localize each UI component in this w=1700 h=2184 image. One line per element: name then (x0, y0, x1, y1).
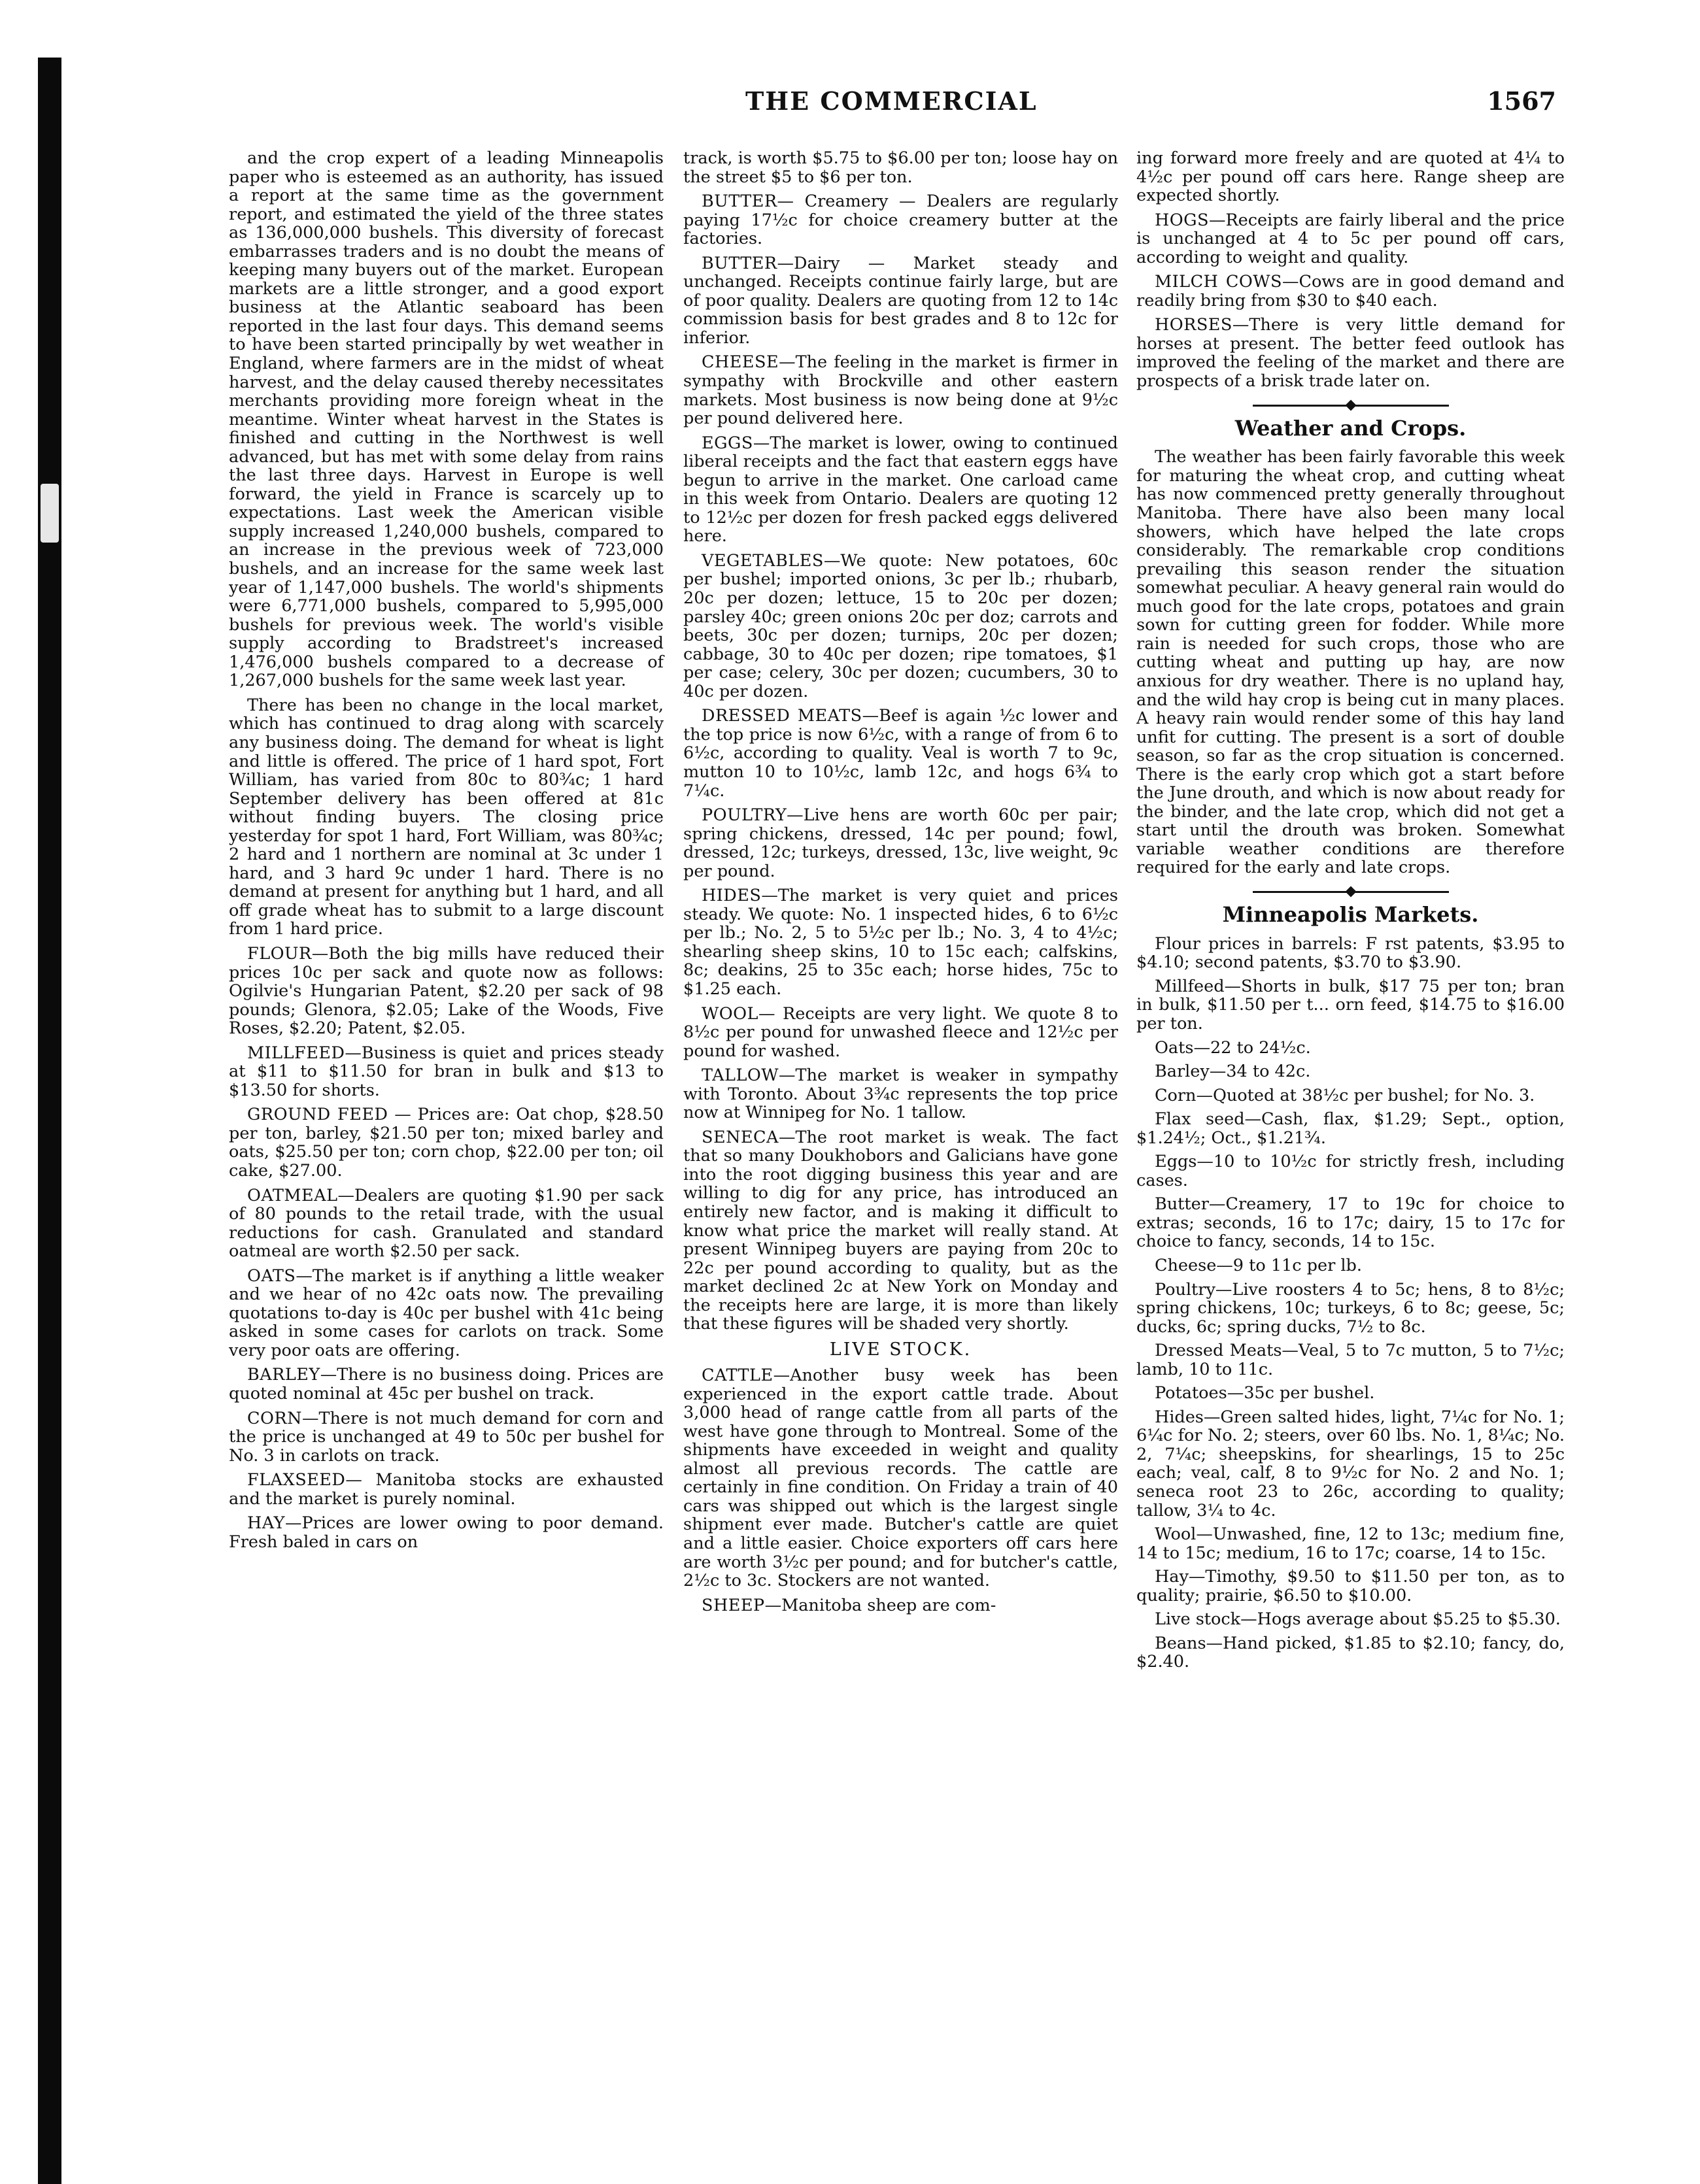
paragraph-text: —Business is quiet and prices steady at $11 to $11.50 for bran in bulk and $13 to $13.50 for shorts. (229, 1043, 664, 1100)
paragraph-text: —The feeling in the market is firmer in sympathy with Brockville and other eastern markets. Most business is now being done at 9½c per pound delivered here. (683, 352, 1118, 429)
paragraph-text: There has been no change in the local market, which has continued to drag along with scarcely any business doing. The demand for wheat is light and little is offered. The price of 1 hard spot, Fort William, has varied from 80c to 80¾c; 1 hard September delivery has been offered at 81c without finding buyers. The closing price yesterday for spot 1 hard, Fort William, was 80¾c; 2 hard and 1 northern are nominal at 3c under 1 hard, and 3 hard 9c under 1 hard. There is no demand at present for anything but 1 hard, and all off grade wheat has to submit to a large discount from 1 hard price. (229, 695, 664, 939)
paragraph-text: —There is not much demand for corn and the price is unchanged at 49 to 50c per bushel for No. 3 in carlots on track. (229, 1408, 664, 1466)
paragraph-lead: TALLOW (702, 1066, 779, 1086)
paragraph-lead: SENECA (702, 1127, 779, 1147)
article-paragraph (1136, 273, 1565, 310)
paragraph-lead: GROUND FEED (247, 1105, 388, 1125)
livestock-reports (683, 1366, 1118, 1615)
masthead (222, 86, 1582, 126)
market-quote: Millfeed—Shorts in bulk, $17 75 per ton; bran in bulk, $11.50 per t... orn feed, $14.75 to $16.00 per ton. (1136, 976, 1565, 1033)
weather-paragraph: The weather has been fairly favorable this week for maturing the wheat crop, and cutting wheat has now commenced pretty generally throughout Manitoba. There have also been many local showers, which have helped the late crops considerably. The remarkable crop conditions prevailing this season render the situation somewhat peculiar. A heavy general rain would do much good for the late crops, potatoes and grain sown for cutting green for fodder. While more rain is needed for such crops, those who are cutting wheat and putting up hay, are now anxious for dry weather. There is no upland hay, and the wild hay crop is being cut in many places. A heavy rain would render some of this hay land unfit for cutting. The present is a sort of double season, so far as the crop situation is concerned. There is the early crop which got a start before the June drouth, and which is now about ready for the binder, and the late crop, which did not get a start until the drouth was broken. Somewhat variable weather conditions are therefore required for the early and late crops. (1136, 447, 1565, 878)
article-paragraph (683, 1128, 1118, 1334)
paragraph-text: —Another busy week has been experienced in the export cattle trade. About 3,000 head of range cattle from all parts of the west have gone through to Montreal. Some of the shipments have exceeded in weight and quality almost all previous records. The cattle are certainly in fine condition. On Friday a train of 40 cars was shipped out which is the largest single shipment ever made. Butcher's cattle are quiet and a little easier. Choice exporters off cars here are worth 3½c per pound; and for butcher's cattle, 2½c to 3c. Stockers are not wanted. (683, 1366, 1118, 1591)
paragraph-text: — Receipts are very light. We quote 8 to 8½c per pound for unwashed fleece and 12½c per pound for washed. (683, 1003, 1118, 1061)
paragraph-lead: OATMEAL (247, 1185, 338, 1205)
paragraph-lead: HOGS (1155, 210, 1209, 230)
article-paragraph (683, 1005, 1118, 1061)
paragraph-lead: HORSES (1155, 315, 1232, 335)
livestock-continued (1136, 149, 1565, 391)
article-paragraph (683, 1066, 1118, 1122)
paragraph-text: — Prices are: Oat chop, $28.50 per ton, barley, $21.50 per ton; mixed barley and oats, $25.50 per ton; corn chop, $22.00 per ton; oil cake, $27.00. (229, 1105, 664, 1181)
publication-title: THE COMMERCIAL (745, 86, 1038, 116)
paragraph-lead: CATTLE (702, 1366, 774, 1386)
section-divider (1253, 400, 1449, 411)
market-quote: Cheese—9 to 11c per lb. (1155, 1256, 1362, 1275)
market-quote: Oats—22 to 24½c. (1155, 1037, 1311, 1058)
paragraph-text: and the crop expert of a leading Minneapolis paper who is esteemed as an authority, has issued a report at the same time as the government report, and estimated the yield of the three states as 136,000,000 bushels. This diversity of forecast embarrasses traders and is no doubt the means of keeping many buyers out of the market. European markets are a little stronger, and a good export business at the Atlantic seaboard has been reported in the last four days. This demand seems to have been started principally by wet weather in England, where farmers are in the midst of wheat harvest, and the delay caused thereby necessitates merchants providing more foreign wheat in the meantime. Winter wheat harvest in the States is finished and cutting in the Northwest is well advanced, but has met with some delay from rains the last three days. Harvest in Europe is well forward, the yield in France is scarcely up to expectations. Last week the American visible supply increased 1,240,000 bushels, compared to an increase in the previous week of 723,000 bushels, and an increase for the same week last year of 1,147,000 bushels. The world's shipments were 6,771,000 bushels, compared to 5,995,000 bushels for previous week. The world's visible supply according to Bradstreet's increased 1,476,000 bushels compared to a decrease of 1,267,000 bushels for the same week last year. (229, 148, 664, 691)
market-quote: Eggs—10 to 10½c for strictly fresh, including cases. (1136, 1152, 1565, 1190)
market-quote: Hay—Timothy, $9.50 to $11.50 per ton, as to quality; prairie, $6.50 to $10.00. (1136, 1567, 1565, 1605)
market-reports (683, 149, 1118, 1334)
article-paragraph (229, 696, 664, 939)
market-quote: Potatoes—35c per bushel. (1155, 1383, 1375, 1403)
paragraph-text: —Both the big mills have reduced their prices 10c per sack and quote now as follows: Ogilvie's Hungarian Patent, $2.20 per sack of 98 pounds; Glenora, $2.05; Lake of the Woods, Five Roses, $2.20; Patent, $2.05. (229, 943, 664, 1039)
paragraph-text: track, is worth $5.75 to $6.00 per ton; loose hay on the street $5 to $6 per ton. (683, 148, 1118, 187)
market-quote: Poultry—Live roosters 4 to 5c; hens, 8 to 8½c; spring chickens, 10c; turkeys, 6 to 8c; geese, 5c; ducks, 6c; spring ducks, 7½ to 8c. (1136, 1279, 1565, 1337)
article-paragraph (229, 1186, 664, 1261)
paragraph-lead: MILLFEED (247, 1043, 345, 1063)
article-paragraph (229, 1267, 664, 1360)
market-quote: Live stock—Hogs average about $5.25 to $5.30. (1155, 1609, 1561, 1630)
paragraph-lead: DRESSED MEATS (702, 706, 862, 726)
article-paragraph (683, 192, 1118, 248)
paragraph-text: —Beef is again ½c lower and the top price is now 6½c, with a range of from 6 to 6½c, according to quality. Veal is worth 7 to 9c, mutton 10 to 10½c, lamb 12c, and hogs 6¾ to 7¼c. (683, 706, 1119, 801)
article-paragraph (1136, 149, 1565, 205)
livestock-heading: LIVE STOCK. (829, 1339, 972, 1360)
paragraph-lead: OATS (247, 1266, 296, 1286)
paragraph-lead: BUTTER (702, 192, 777, 212)
paragraph-lead: FLAXSEED (247, 1470, 346, 1490)
minneapolis-list (1136, 935, 1565, 1672)
paragraph-lead: CORN (247, 1408, 302, 1428)
article-paragraph (229, 1514, 664, 1551)
article-paragraph (683, 149, 1118, 186)
paragraph-text: — Manitoba stocks are exhausted and the market is purely nominal. (229, 1470, 664, 1509)
paragraph-text: —Manitoba sheep are com- (764, 1595, 996, 1615)
article-paragraph (683, 254, 1118, 348)
paragraph-text: —The market is weaker in sympathy with Toronto. About 3¾c represents the top price now at Winnipeg for No. 1 tallow. (683, 1066, 1118, 1123)
paragraph-text: —The market is very quiet and prices steady. We quote: No. 1 inspected hides, 6 to 6½c per lb.; No. 2, 5 to 5½c per lb.; No. 3, 4 to 4½c; shearling sheep skins, 10 to 15c each; calfskins, 8c; deakins, 25 to 35c each; horse hides, 75c to $1.25 each. (683, 886, 1118, 999)
paragraph-text: —Live hens are worth 60c per pair; spring chickens, dressed, 14c per pound; fowl, dressed, 12c; turkeys, dressed, 13c, live weight, 9c per pound. (683, 805, 1118, 881)
article-paragraph (683, 353, 1118, 428)
paragraph-text: —We quote: New potatoes, 60c per bushel; imported onions, 3c per lb.; rhubarb, 20c per dozen; lettuce, 15 to 20c per dozen; parsley 40c; green onions 20c per doz; carrots and beets, 30c per dozen; turnips, 20c per dozen; cabbage, 30 to 40c per dozen; ripe tomatoes, $1 per case; celery, 30c per dozen; cucumbers, 30 to 40c per dozen. (683, 550, 1118, 701)
article-paragraph (683, 806, 1118, 881)
market-quote: Corn—Quoted at 38½c per bushel; for No. 3. (1155, 1085, 1535, 1105)
section-divider (1253, 886, 1449, 897)
market-quote: Wool—Unwashed, fine, 12 to 13c; medium fine, 14 to 15c; medium, 16 to 17c; coarse, 14 to 15c. (1136, 1524, 1565, 1563)
paragraph-lead: VEGETABLES (702, 550, 824, 571)
market-quote: Hides—Green salted hides, light, 7¼c for No. 1; 6¼c for No. 2; steers, over 60 lbs. No. 1, 8¼c; No. 2, 7¼c; sheepskins, for shearlings, 15 to 25c each; veal, calf, 8 to 9½c for No. 2 and No. 1; seneca root 23 to 26c, according to quality; tallow, 3¼ to 4c. (1136, 1407, 1565, 1520)
paragraph-text: —There is very little demand for horses at present. The better feed outlook has improved the feeling of the market and there are prospects of a brisk trade later on. (1136, 315, 1565, 392)
page-number: 1567 (1487, 86, 1556, 116)
article-paragraph (229, 1471, 664, 1508)
paragraph-text: —Prices are lower owing to poor demand. Fresh baled in cars on (229, 1513, 664, 1552)
column-1 (229, 149, 664, 1557)
article-paragraph (229, 149, 664, 690)
article-paragraph (683, 886, 1118, 998)
paragraph-text: —Receipts are fairly liberal and the price is unchanged at 4 to 5c per pound off cars, according to weight and quality. (1136, 210, 1565, 267)
paragraph-lead: FLOUR (247, 943, 312, 964)
market-quote: Flour prices in barrels: F rst patents, $3.95 to $4.10; second patents, $3.70 to $3.90. (1136, 933, 1565, 973)
paragraph-text: —There is no business doing. Prices are quoted nominal at 45c per bushel on track. (229, 1365, 664, 1403)
paragraph-lead: HIDES (702, 886, 762, 906)
paragraph-lead: HAY (247, 1513, 285, 1534)
article-paragraph (229, 1044, 664, 1100)
article-paragraph (1136, 316, 1565, 390)
paragraph-lead: EGGS (702, 433, 753, 453)
market-quote: Barley—34 to 42c. (1155, 1062, 1311, 1082)
article-paragraph (1136, 211, 1565, 267)
paragraph-text: —The market is lower, owing to continued liberal receipts and the fact that eastern eggs have begun to arrive in the market. One carload came in this week from Ontario. Dealers are quoting 12 to 12½c per dozen for fresh packed eggs delivered here. (683, 433, 1118, 546)
binding-mark (41, 484, 59, 543)
article-paragraph (229, 1366, 664, 1403)
paragraph-text: — Creamery — Dealers are regularly paying 17½c for choice creamery butter at the factories. (683, 192, 1118, 249)
market-quote: Dressed Meats—Veal, 5 to 7c mutton, 5 to 7½c; lamb, 10 to 11c. (1136, 1341, 1565, 1379)
article-paragraph (683, 434, 1118, 546)
paragraph-text: —Dairy — Market steady and unchanged. Receipts continue fairly large, but are of poor quality. Dealers are quoting from 12 to 14c commission basis for best grades and 8 to 12c for inferior. (683, 253, 1118, 348)
paragraph-text: —The root market is weak. The fact that so many Doukhobors and Galicians have gone into the root digging business this year and are willing to dig for any price, has introduced an entirely new factor, and is making it difficult to know what price the market will really stand. At present Winnipeg buyers are paying from 20c to 22c per pound according to quality, but as the market declined 2c at New York on Monday and the receipts here are large, it is more than likely that these figures will be shaded very shortly. (683, 1127, 1118, 1334)
minneapolis-heading: Minneapolis Markets. (1222, 901, 1479, 927)
article-paragraph (683, 1366, 1118, 1590)
paragraph-lead: POULTRY (702, 805, 787, 826)
paragraph-text: —Dealers are quoting $1.90 per sack of 80 pounds to the retail trade, with the usual reductions for cash. Granulated and standard oatmeal are worth $2.50 per sack. (229, 1185, 664, 1262)
column-3 (1136, 149, 1565, 1677)
paragraph-text: —Cows are in good demand and readily bring from $30 to $40 each. (1136, 272, 1565, 311)
paragraph-lead: WOOL (702, 1003, 758, 1024)
paragraph-lead: BUTTER (702, 253, 777, 273)
article-paragraph (683, 1596, 1118, 1615)
market-quote: Beans—Hand picked, $1.85 to $2.10; fancy, do, $2.40. (1136, 1633, 1565, 1672)
paragraph-lead: MILCH COWS (1155, 272, 1282, 292)
column-2 (683, 149, 1118, 1621)
weather-heading: Weather and Crops. (1234, 415, 1467, 441)
article-paragraph (229, 945, 664, 1038)
article-paragraph (229, 1409, 664, 1466)
article-paragraph (683, 707, 1118, 800)
paragraph-lead: CHEESE (702, 352, 779, 373)
paragraph-text: —The market is if anything a little weaker and we hear of no 42c oats now. The prevailing quotations to-day is 40c per bushel with 41c being asked in some cases for carlots on track. Some very poor oats are offering. (229, 1266, 664, 1360)
paragraph-text: ing forward more freely and are quoted at 4¼ to 4½c per pound off cars here. Range sheep are expected shortly. (1136, 148, 1565, 206)
binding-edge (38, 58, 61, 2184)
paragraph-lead: SHEEP (702, 1595, 765, 1615)
market-quote: Flax seed—Cash, flax, $1.29; Sept., option, $1.24½; Oct., $1.21¾. (1136, 1109, 1565, 1148)
paragraph-lead: BARLEY (247, 1365, 320, 1385)
article-paragraph (229, 1105, 664, 1180)
article-paragraph (683, 552, 1118, 701)
market-quote: Butter—Creamery, 17 to 19c for choice to extras; seconds, 16 to 17c; dairy, 15 to 17c for choice to fancy, seconds, 14 to 15c. (1136, 1194, 1565, 1252)
